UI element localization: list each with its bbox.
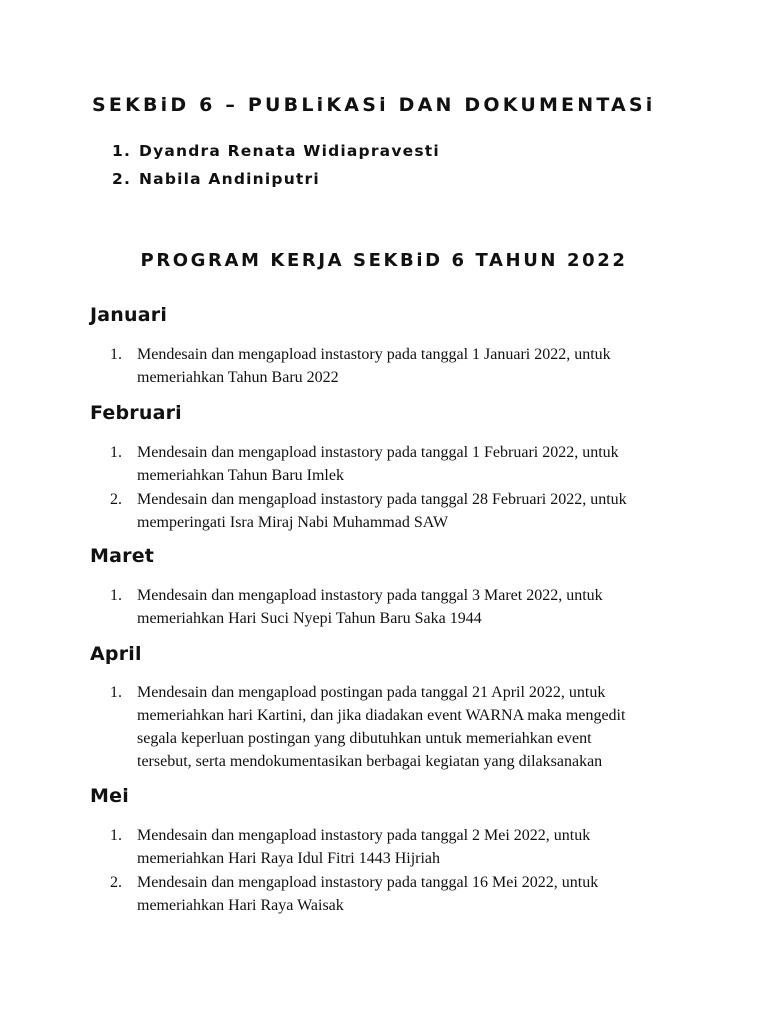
- item-line: Mendesain dan mengapload instastory pada tanggal 2 Mei 2022, untuk: [137, 827, 591, 844]
- month-heading-januari: Januari: [90, 304, 168, 326]
- month-heading-mei: Mei: [90, 785, 129, 807]
- item-line: memeriahkan hari Kartini, dan jika diadakan event WARNA maka mengedit: [137, 707, 626, 724]
- item-line: Mendesain dan mengapload instastory pada tanggal 16 Mei 2022, untuk: [137, 874, 599, 891]
- member-number: 2.: [112, 170, 132, 188]
- member-list: [112, 140, 440, 196]
- item-line: memeriahkan Hari Raya Waisak: [137, 897, 344, 914]
- list-item: [110, 343, 710, 389]
- item-line: tersebut, serta mendokumentasikan berbagai kegiatan yang dilaksanakan: [137, 753, 603, 770]
- list-item: [110, 871, 710, 917]
- item-line: memeriahkan Hari Suci Nyepi Tahun Baru Saka 1944: [137, 610, 482, 627]
- list-item: [110, 584, 710, 630]
- item-number: 2.: [110, 874, 122, 891]
- item-line: Mendesain dan mengapload instastory pada tanggal 3 Maret 2022, untuk: [137, 587, 603, 604]
- item-line: Mendesain dan mengapload instastory pada tanggal 1 Februari 2022, untuk: [137, 444, 619, 461]
- item-line: memeriahkan Tahun Baru Imlek: [137, 467, 344, 484]
- member-name: Nabila Andiniputri: [139, 170, 320, 188]
- item-line: Mendesain dan mengapload instastory pada tanggal 28 Februari 2022, untuk: [137, 491, 627, 508]
- list-item: [110, 824, 710, 870]
- member-item: [112, 140, 440, 168]
- member-number: 1.: [112, 142, 132, 160]
- item-number: 1.: [110, 346, 122, 363]
- month-items-april: [110, 681, 710, 774]
- item-line: Mendesain dan mengapload instastory pada tanggal 1 Januari 2022, untuk: [137, 346, 611, 363]
- item-line: memperingati Isra Miraj Nabi Muhammad SAW: [137, 514, 449, 531]
- program-title: [0, 250, 768, 271]
- item-number: 1.: [110, 587, 122, 604]
- item-line: Mendesain dan mengapload postingan pada tanggal 21 April 2022, untuk: [137, 684, 606, 701]
- item-line: segala keperluan postingan yang dibutuhkan untuk memeriahkan event: [137, 730, 592, 747]
- month-items-mei: [110, 824, 710, 918]
- item-line: memeriahkan Hari Raya Idul Fitri 1443 Hijriah: [137, 850, 441, 867]
- list-item: [110, 681, 710, 773]
- item-number: 1.: [110, 827, 122, 844]
- month-items-maret: [110, 584, 710, 631]
- item-number: 2.: [110, 491, 122, 508]
- item-line: memeriahkan Tahun Baru 2022: [137, 369, 339, 386]
- item-number: 1.: [110, 444, 122, 461]
- month-items-januari: [110, 343, 710, 390]
- section-title: SEKBiD 6 – PUBLiKASi DAN DOKUMENTASi: [92, 94, 656, 116]
- month-items-februari: [110, 441, 710, 535]
- member-name: Dyandra Renata Widiapravesti: [139, 142, 440, 160]
- month-heading-april: April: [90, 643, 142, 665]
- item-number: 1.: [110, 684, 122, 701]
- list-item: [110, 488, 710, 534]
- month-heading-februari: Februari: [90, 402, 182, 424]
- month-heading-maret: Maret: [90, 545, 155, 567]
- member-item: [112, 168, 440, 196]
- program-title-text: PROGRAM KERJA SEKBiD 6 TAHUN 2022: [140, 250, 628, 271]
- list-item: [110, 441, 710, 487]
